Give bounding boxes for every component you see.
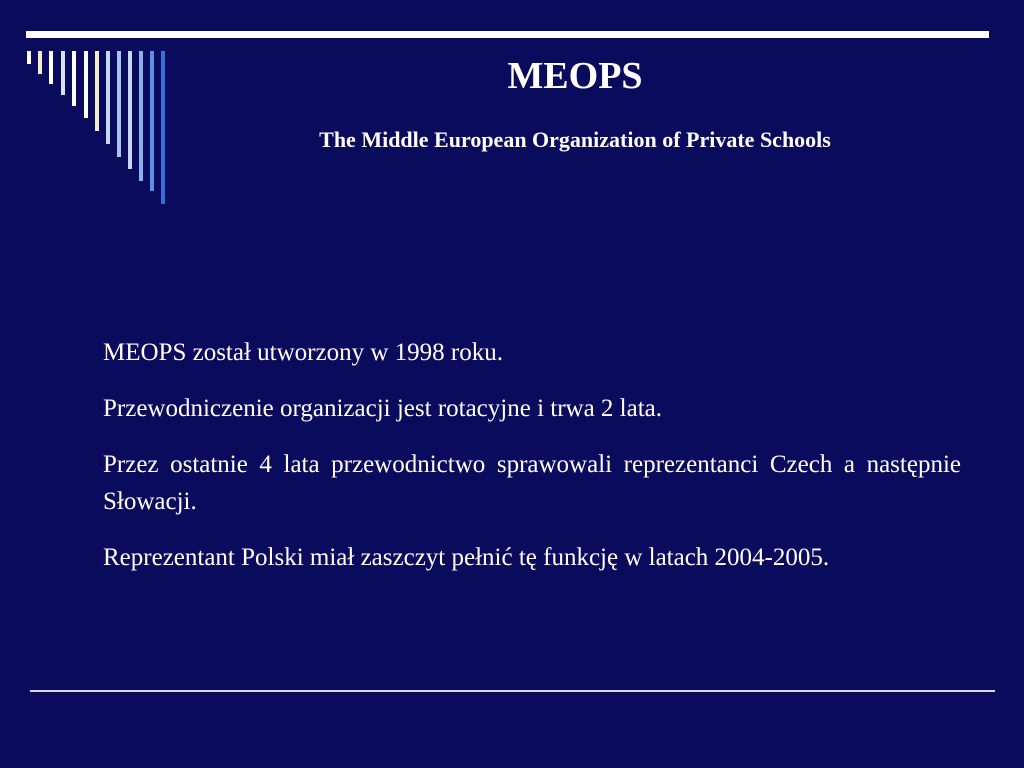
slide-title: MEOPS xyxy=(507,55,643,97)
slide-body xyxy=(103,334,961,595)
body-paragraph: MEOPS został utworzony w 1998 roku. xyxy=(103,339,503,366)
bottom-rule xyxy=(30,690,995,692)
body-paragraph: Reprezentant Polski miał zaszczyt pełnić tę funkcję w latach 2004-2005. xyxy=(103,544,830,571)
slide-subtitle: The Middle European Organization of Private Schools xyxy=(319,127,831,152)
body-paragraph: Przewodniczenie organizacji jest rotacyjne i trwa 2 lata. xyxy=(103,395,663,422)
decorative-bars xyxy=(0,0,180,220)
body-paragraph: Przez ostatnie 4 lata przewodnictwo sprawowali reprezentanci Czech a następnie Słowacji. xyxy=(103,451,961,515)
